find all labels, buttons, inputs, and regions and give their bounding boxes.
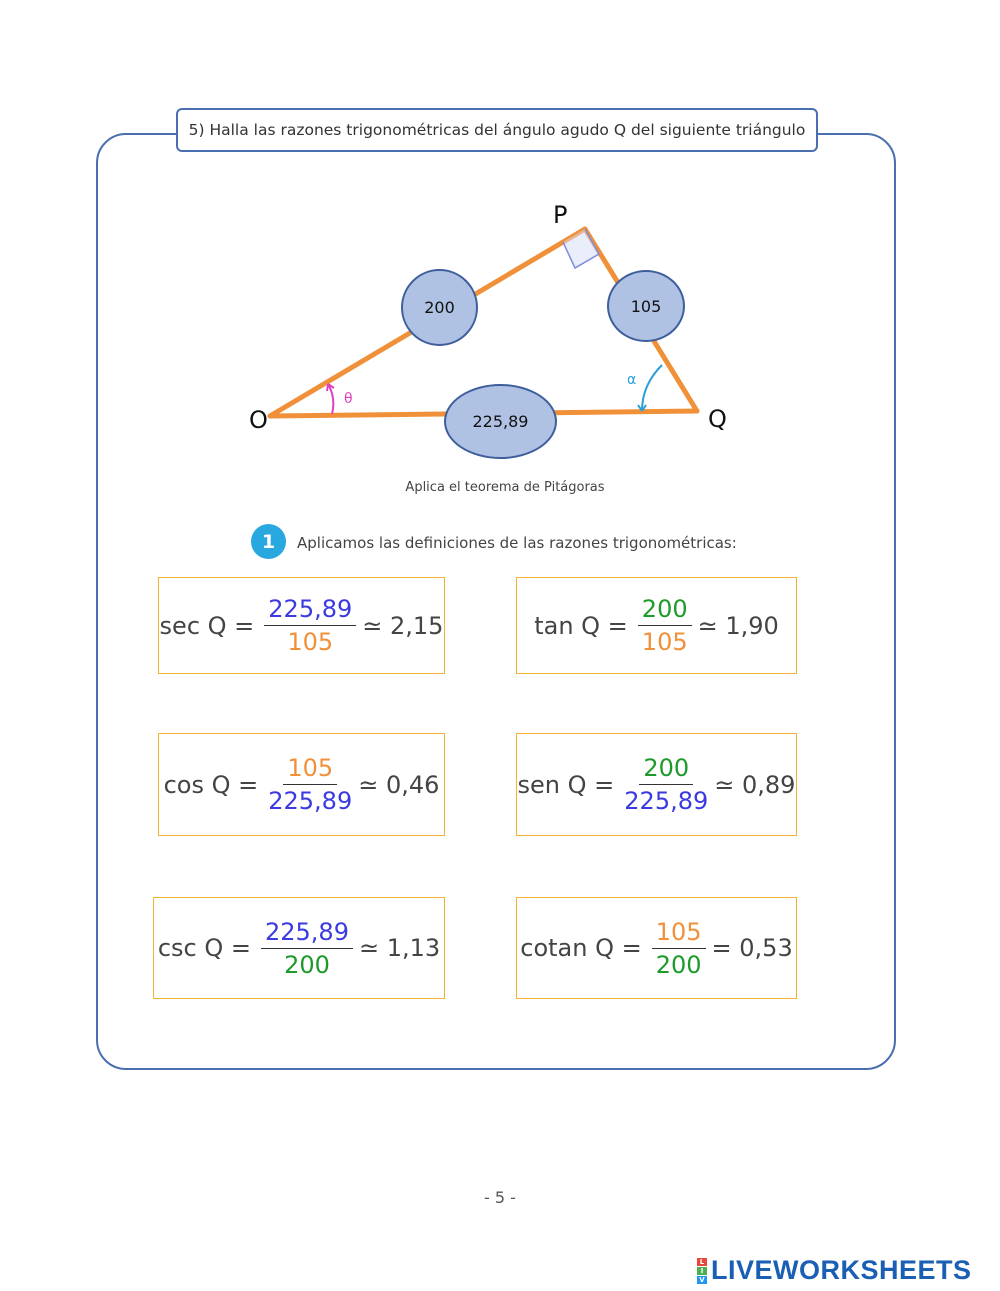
pythagoras-caption: Aplica el teorema de Pitágoras [405, 480, 605, 495]
formula-cotan-name: cotan Q = [520, 934, 642, 962]
angle-q-symbol: α [627, 372, 637, 388]
formula-sec [158, 577, 445, 674]
formula-tan-result[interactable]: ≃ 1,90 [697, 611, 779, 640]
formula-tan-numerator[interactable]: 200 [638, 595, 692, 626]
formula-cos-fraction [268, 754, 352, 815]
formula-cotan-denominator[interactable]: 200 [655, 950, 702, 979]
angle-o-symbol: θ [344, 391, 353, 407]
vertex-o-label: O [249, 406, 268, 434]
angle-q-arc [642, 365, 662, 411]
step-instruction: Aplicamos las definiciones de las razones trigonométricas: [297, 534, 737, 552]
page-number: - 5 - [484, 1188, 516, 1207]
exercise-title: 5) Halla las razones trigonométricas del ángulo agudo Q del siguiente triángulo [176, 108, 818, 152]
formula-tan [516, 577, 797, 674]
formula-csc-numerator[interactable]: 225,89 [261, 918, 353, 949]
formula-tan-name: tan Q = [534, 611, 628, 640]
formula-sec-name: sec Q = [159, 611, 255, 640]
formula-cos-numerator[interactable]: 105 [283, 754, 337, 785]
vertex-q-label: Q [708, 405, 727, 433]
formula-tan-denominator[interactable]: 105 [641, 628, 688, 656]
side-oq-value-input[interactable]: 225,89 [444, 384, 557, 459]
formula-csc-denominator[interactable]: 200 [284, 950, 330, 979]
formula-sec-fraction [264, 595, 356, 656]
logo-letter-i: I [697, 1267, 707, 1275]
formula-csc [153, 897, 445, 999]
logo-letter-l: L [697, 1258, 707, 1266]
formula-cotan [516, 897, 797, 999]
vertex-p-label: P [553, 201, 568, 229]
step-number-badge: 1 [251, 524, 286, 559]
formula-csc-name: csc Q = [157, 934, 251, 962]
side-op-value-input[interactable]: 200 [401, 269, 478, 346]
formula-cos-name: cos Q = [163, 770, 259, 799]
liveworksheets-logo[interactable] [697, 1255, 972, 1286]
formula-sen-numerator[interactable]: 200 [639, 754, 693, 785]
side-pq-value-input[interactable]: 105 [607, 270, 685, 342]
formula-sen-fraction [624, 754, 708, 815]
formula-sec-denominator[interactable]: 105 [287, 628, 334, 656]
formula-sen-result[interactable]: ≃ 0,89 [714, 770, 796, 799]
formula-csc-result[interactable]: ≃ 1,13 [358, 934, 441, 962]
formula-cos-result[interactable]: ≃ 0,46 [358, 770, 440, 799]
angle-o-arc [328, 384, 333, 414]
formula-cos-denominator[interactable]: 225,89 [268, 787, 353, 815]
formula-sen [516, 733, 797, 836]
logo-text: LIVEWORKSHEETS [711, 1255, 972, 1285]
formula-cotan-fraction [652, 918, 706, 979]
formula-sen-name: sen Q = [517, 770, 615, 799]
right-angle-mark [563, 229, 599, 268]
formula-tan-fraction [638, 595, 692, 656]
formula-cotan-numerator[interactable]: 105 [652, 918, 706, 949]
logo-letter-v: V [697, 1276, 707, 1284]
formula-sec-result[interactable]: ≃ 2,15 [362, 611, 444, 640]
formula-csc-fraction [261, 918, 353, 979]
formula-sec-numerator[interactable]: 225,89 [264, 595, 356, 626]
formula-cotan-result[interactable]: = 0,53 [711, 934, 793, 962]
formula-cos [158, 733, 445, 836]
logo-icon [697, 1258, 707, 1284]
formula-sen-denominator[interactable]: 225,89 [624, 787, 709, 815]
